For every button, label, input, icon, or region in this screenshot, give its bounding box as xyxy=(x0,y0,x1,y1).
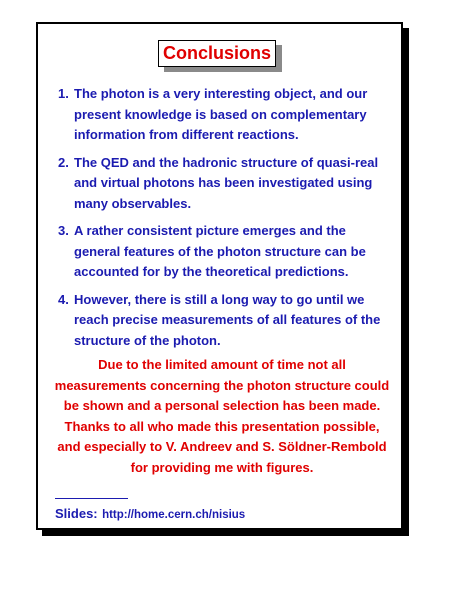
list-item-line: information from different reactions. xyxy=(74,127,299,142)
list-item-line: reach precise measurements of all features of the xyxy=(74,312,381,327)
acknowledgement-note xyxy=(52,355,392,479)
note-line: measurements concerning the photon structure could xyxy=(54,377,390,393)
list-item-line: The QED and the hadronic structure of quasi-real xyxy=(74,154,379,170)
list-item-line: However, there is still a long way to go until we xyxy=(74,291,365,307)
slides-label: Slides: xyxy=(55,506,98,521)
list-item-line: structure of the photon. xyxy=(74,332,221,348)
note-line: and especially to V. Andreev and S. Söldner-Rembold xyxy=(57,439,387,455)
list-item xyxy=(54,153,389,215)
conclusions-list xyxy=(54,84,389,358)
footnote-rule xyxy=(55,498,128,499)
list-item-number: 1. xyxy=(58,86,69,101)
slides-url-link[interactable]: http://home.cern.ch/nisius xyxy=(102,509,246,521)
note-line: Due to the limited amount of time not all xyxy=(98,357,346,372)
note-line: for providing me with figures. xyxy=(130,459,314,475)
list-item-line: present knowledge is based on complementary xyxy=(74,106,367,122)
list-item-line: A rather consistent picture emerges and the xyxy=(74,223,346,238)
note-line: be shown and a personal selection has been made. xyxy=(63,398,381,414)
slides-reference xyxy=(55,505,245,523)
list-item xyxy=(54,84,389,146)
list-item-line: general features of the photon structure can be xyxy=(74,243,366,259)
list-item-line: The photon is a very interesting object, and our xyxy=(74,86,368,101)
list-item-number: 3. xyxy=(58,223,69,238)
note-line: Thanks to all who made this presentation possible, xyxy=(64,418,380,434)
list-item xyxy=(54,221,389,283)
list-item-line: many observables. xyxy=(74,195,192,211)
list-item xyxy=(54,290,389,352)
list-item-line: accounted for by the theoretical predictions. xyxy=(74,264,349,279)
list-item-number: 2. xyxy=(58,154,69,170)
title-box xyxy=(158,40,276,67)
list-item-line: and virtual photons has been investigated using xyxy=(74,175,373,190)
slide-title: Conclusions xyxy=(162,43,271,63)
list-item-number: 4. xyxy=(58,291,69,307)
